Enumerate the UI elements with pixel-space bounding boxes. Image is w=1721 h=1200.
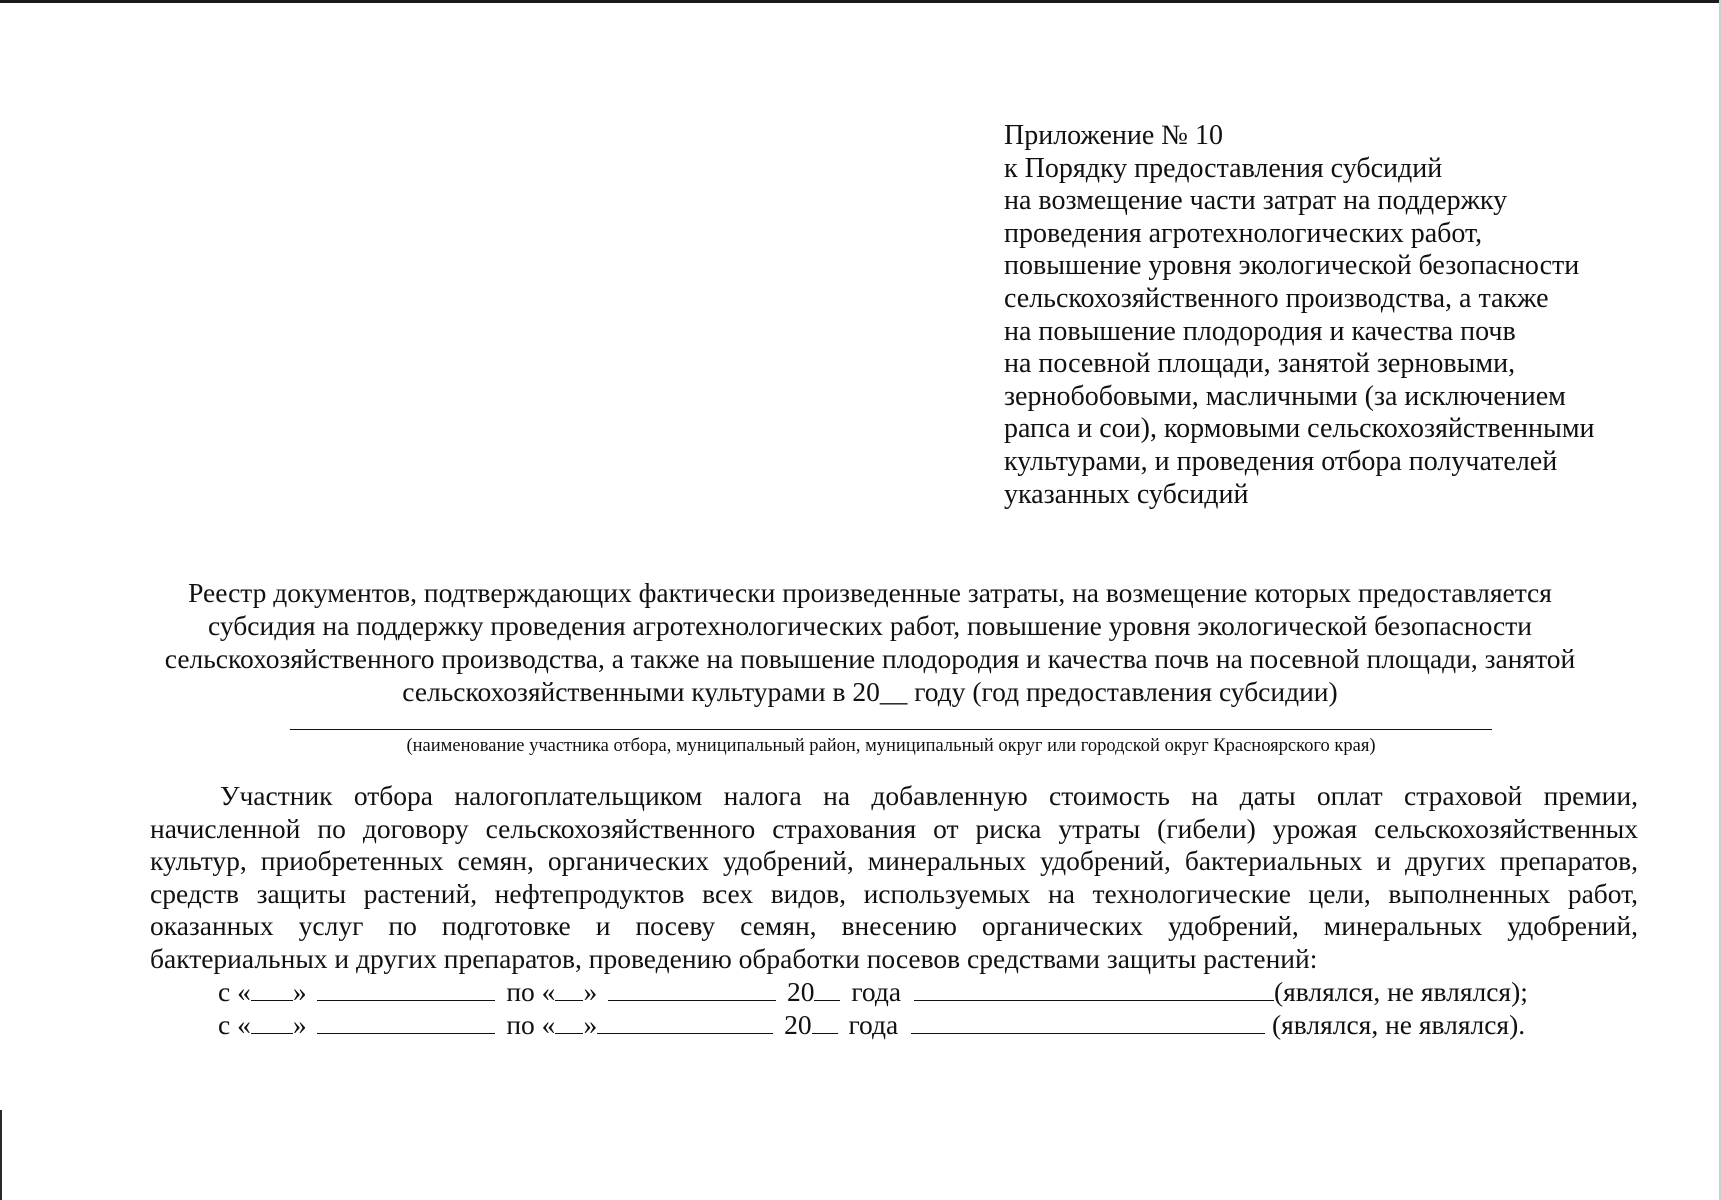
appendix-line: проведения агротехнологических работ, <box>1004 217 1483 249</box>
status-text: (являлся, не являлся). <box>1271 1009 1526 1040</box>
body-line: бактериальных и других препаратов, проведению обработки посевов средствами защиты растений: <box>150 942 1318 974</box>
from-prefix: с « <box>218 976 251 1007</box>
appendix-line: сельскохозяйственного производства, а также <box>1004 282 1549 314</box>
to-close: » <box>583 1009 598 1040</box>
appendix-line: культурами, и проведения отбора получателей <box>1004 445 1558 477</box>
appendix-line: на повышение плодородия и качества почв <box>1004 315 1516 347</box>
status-blank[interactable] <box>914 978 1274 1001</box>
body-line: средств защиты растений, нефтепродуктов всех видов, используемых на технологические цели, выполненных работ, <box>150 877 1638 909</box>
from-close: » <box>292 1009 307 1040</box>
to-prefix: по « <box>506 1009 556 1040</box>
body-line: начисленной по договору сельскохозяйственного страхования от риска утраты (гибели) урожая сельскохозяйственных <box>150 812 1638 844</box>
year-blank[interactable] <box>814 978 840 1001</box>
participant-caption: (наименование участника отбора, муниципальный район, муниципальный округ или городской округ Красноярского края) <box>406 736 1376 756</box>
appendix-line: зернобобовыми, масличными (за исключением <box>1004 380 1566 412</box>
participant-name-blank[interactable] <box>290 729 1492 730</box>
title-line: Реестр документов, подтверждающих фактически произведенные затраты, на возмещение которых предоставляется <box>188 577 1552 608</box>
appendix-line: рапса и сои), кормовыми сельскохозяйственными <box>1004 413 1595 445</box>
title-line: субсидия на поддержку проведения агротехнологических работ, повышение уровня экологической безопасности <box>208 610 1532 641</box>
from-prefix: с « <box>218 1009 251 1040</box>
to-close: » <box>583 976 598 1007</box>
appendix-line: повышение уровня экологической безопасности <box>1004 250 1580 282</box>
year-word: года <box>848 1009 899 1040</box>
from-day-blank[interactable] <box>251 978 293 1001</box>
scan-border-left <box>0 1110 2 1200</box>
period-row <box>218 1009 1525 1041</box>
body-line: Участник отбора налогоплательщиком налога на добавленную стоимость на даты оплат страховой премии, <box>220 780 1638 811</box>
from-month-blank[interactable] <box>317 978 495 1001</box>
status-text: (являлся, не являлся); <box>1273 976 1528 1007</box>
to-prefix: по « <box>506 976 556 1007</box>
to-day-blank[interactable] <box>555 1011 583 1034</box>
to-day-blank[interactable] <box>555 978 583 1001</box>
year-blank[interactable] <box>812 1011 838 1034</box>
appendix-line: на возмещение части затрат на поддержку <box>1004 185 1508 217</box>
body-paragraph <box>150 780 1638 976</box>
appendix-header <box>1004 120 1704 511</box>
to-month-blank[interactable] <box>608 978 776 1001</box>
title-line: сельскохозяйственного производства, а также на повышение плодородия и качества почв на посевной площади, занятой <box>164 643 1576 674</box>
appendix-line: к Порядку предоставления субсидий <box>1004 152 1443 184</box>
year-prefix: 20 <box>784 1009 812 1040</box>
year-word: года <box>851 976 902 1007</box>
period-row <box>218 976 1528 1008</box>
to-month-blank[interactable] <box>597 1011 773 1034</box>
appendix-line: на посевной площади, занятой зерновыми, <box>1004 348 1516 380</box>
appendix-line: указанных субсидий <box>1004 478 1249 510</box>
status-blank[interactable] <box>911 1011 1265 1034</box>
scan-border-top <box>0 0 1721 3</box>
body-line: оказанных услуг по подготовке и посеву семян, внесению органических удобрений, минеральных удобрений, <box>150 910 1638 942</box>
from-day-blank[interactable] <box>251 1011 293 1034</box>
appendix-line: Приложение № 10 <box>1004 120 1223 151</box>
body-line: культур, приобретенных семян, органических удобрений, минеральных удобрений, бактериальных и других препаратов, <box>150 845 1638 877</box>
registry-title <box>140 576 1600 708</box>
title-line: сельскохозяйственными культурами в 20__ году (год предоставления субсидии) <box>402 676 1338 707</box>
from-month-blank[interactable] <box>317 1011 495 1034</box>
from-close: » <box>292 976 307 1007</box>
year-prefix: 20 <box>786 976 815 1007</box>
